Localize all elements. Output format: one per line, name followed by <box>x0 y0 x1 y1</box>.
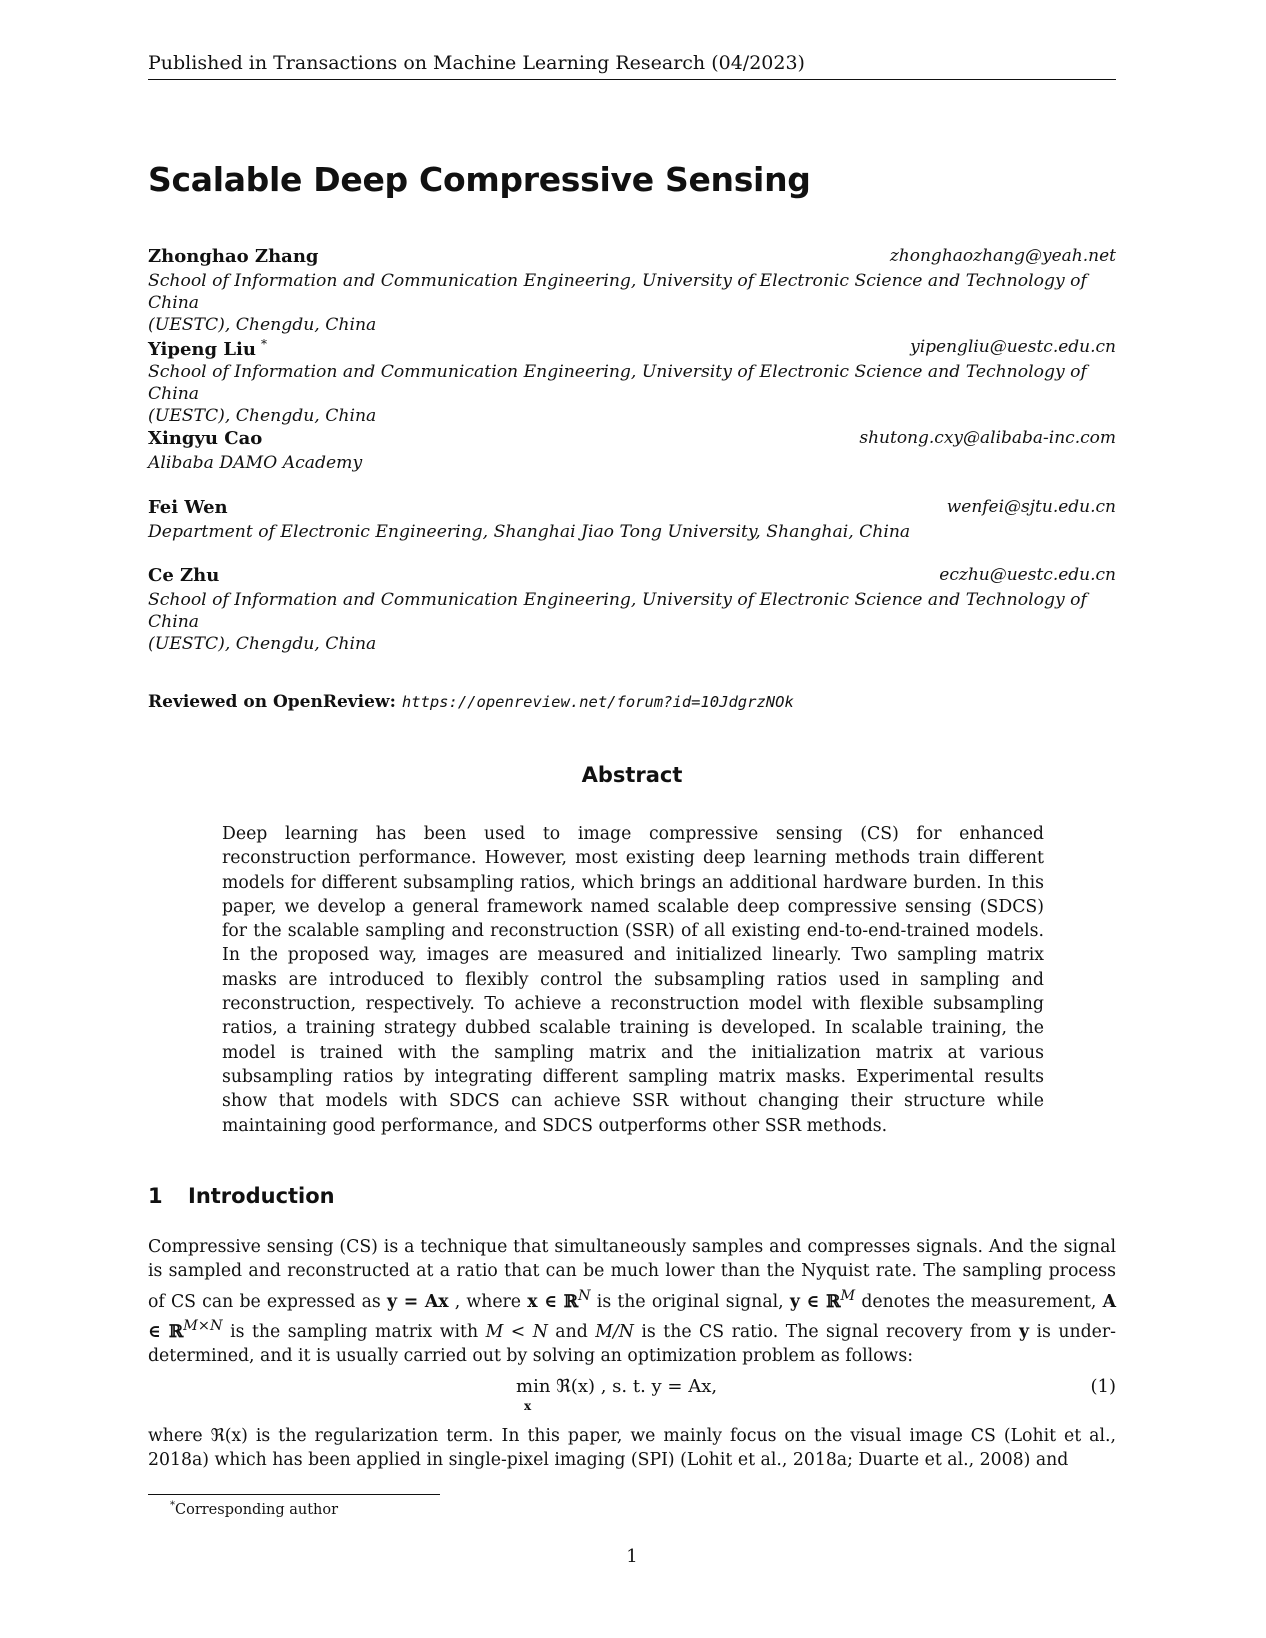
openreview-link[interactable]: https://openreview.net/forum?id=10JdgrzNOk <box>401 693 794 711</box>
author-block <box>148 428 1116 474</box>
intro-paragraph: where ℜ(x) is the regularization term. In this paper, we mainly focus on the visual image CS (Lohit et al., 2018a) which has been applied in single-pixel imaging (SPI) (Lohit et al., 2018a; Duarte et al., 2008) and <box>148 1426 1116 1471</box>
reviewed-line <box>148 692 794 712</box>
author-affiliation: School of Information and Communication Engineering, University of Electronic Science and Technology of China (UESTC), Chengdu, China <box>148 362 1087 426</box>
running-head: Published in Transactions on Machine Learning Research (04/2023) <box>148 52 805 74</box>
author-email[interactable]: yipengliu@uestc.edu.cn <box>910 337 1116 357</box>
author-affiliation: School of Information and Communication Engineering, University of Electronic Science and Technology of China (UESTC), Chengdu, China <box>148 590 1087 654</box>
author-name: Yipeng Liu * <box>148 337 267 360</box>
equation-subscript: x <box>524 1399 532 1413</box>
author-email[interactable]: wenfei@sjtu.edu.cn <box>946 497 1116 517</box>
author-name: Ce Zhu <box>148 565 220 586</box>
author-name: Fei Wen <box>148 497 228 518</box>
section-title: Introduction <box>188 1184 335 1208</box>
page-number: 1 <box>626 1546 638 1567</box>
author-email[interactable]: zhonghaozhang@yeah.net <box>889 246 1116 266</box>
footnote: *Corresponding author <box>170 1500 339 1518</box>
abstract-text: Deep learning has been used to image compressive sensing (CS) for enhanced reconstruction performance. However, most existing deep learning methods train different models for different subsampling ratios, which brings an additional hardware burden. In this paper, we develop a general framework named scalable deep compressive sensing (SDCS) for the scalable sampling and reconstruction (SSR) of all existing end-to-end-trained models. In the proposed way, images are measured and initialized linearly. Two sampling matrix masks are introduced to flexibly control the subsampling ratios used in sampling and reconstruction, respectively. To achieve a reconstruction model with flexible subsampling ratios, a training strategy dubbed scalable training is developed. In scalable training, the model is trained with the sampling matrix and the initialization matrix at various subsampling ratios by integrating different sampling matrix masks. Experimental results show that models with SDCS can achieve SSR without changing their structure while maintaining good performance, and SDCS outperforms other SSR methods. <box>222 824 1044 1136</box>
author-email[interactable]: shutong.cxy@alibaba-inc.com <box>859 428 1116 448</box>
paper-title: Scalable Deep Compressive Sensing <box>148 160 811 199</box>
author-affiliation: Department of Electronic Engineering, Shanghai Jiao Tong University, Shanghai, China <box>148 522 911 542</box>
author-block <box>148 565 1116 655</box>
author-block <box>148 497 1116 543</box>
section-heading <box>148 1184 335 1208</box>
author-email[interactable]: eczhu@uestc.edu.cn <box>939 565 1116 585</box>
abstract-heading: Abstract <box>581 763 683 787</box>
equation-body: min ℜ(x) , s. t. y = Ax, <box>516 1376 718 1397</box>
equation-1 <box>148 1376 1116 1416</box>
intro-paragraph: Compressive sensing (CS) is a technique that simultaneously samples and compresses signals. And the signal is sampled and reconstructed at a ratio that can be much lower than the Nyquist rate. The sampling process of CS can be expressed as y = Ax , where x ∈ ℝ$^N$ is the original signal, y ∈ ℝ$^M$ denotes the measurement, A ∈ ℝ$^{M\times N}$ is the sampling matrix with M < N and M/N is the CS ratio. The signal recovery from y is under-determined, and it is usually carried out by solving an optimization problem as follows: <box>148 1237 1116 1366</box>
author-block <box>148 246 1116 336</box>
paper-page <box>148 0 1116 1638</box>
section-number: 1 <box>148 1184 163 1208</box>
reviewed-label: Reviewed on OpenReview: <box>148 692 396 712</box>
author-name: Xingyu Cao <box>148 428 263 449</box>
header-rule <box>148 79 1116 80</box>
author-affiliation: Alibaba DAMO Academy <box>148 453 363 473</box>
author-name: Zhonghao Zhang <box>148 246 319 267</box>
corresponding-marker: * <box>260 337 267 351</box>
author-affiliation: School of Information and Communication Engineering, University of Electronic Science and Technology of China (UESTC), Chengdu, China <box>148 271 1087 335</box>
equation-number: (1) <box>1090 1376 1116 1397</box>
author-block <box>148 337 1116 427</box>
footnote-rule <box>148 1494 440 1495</box>
